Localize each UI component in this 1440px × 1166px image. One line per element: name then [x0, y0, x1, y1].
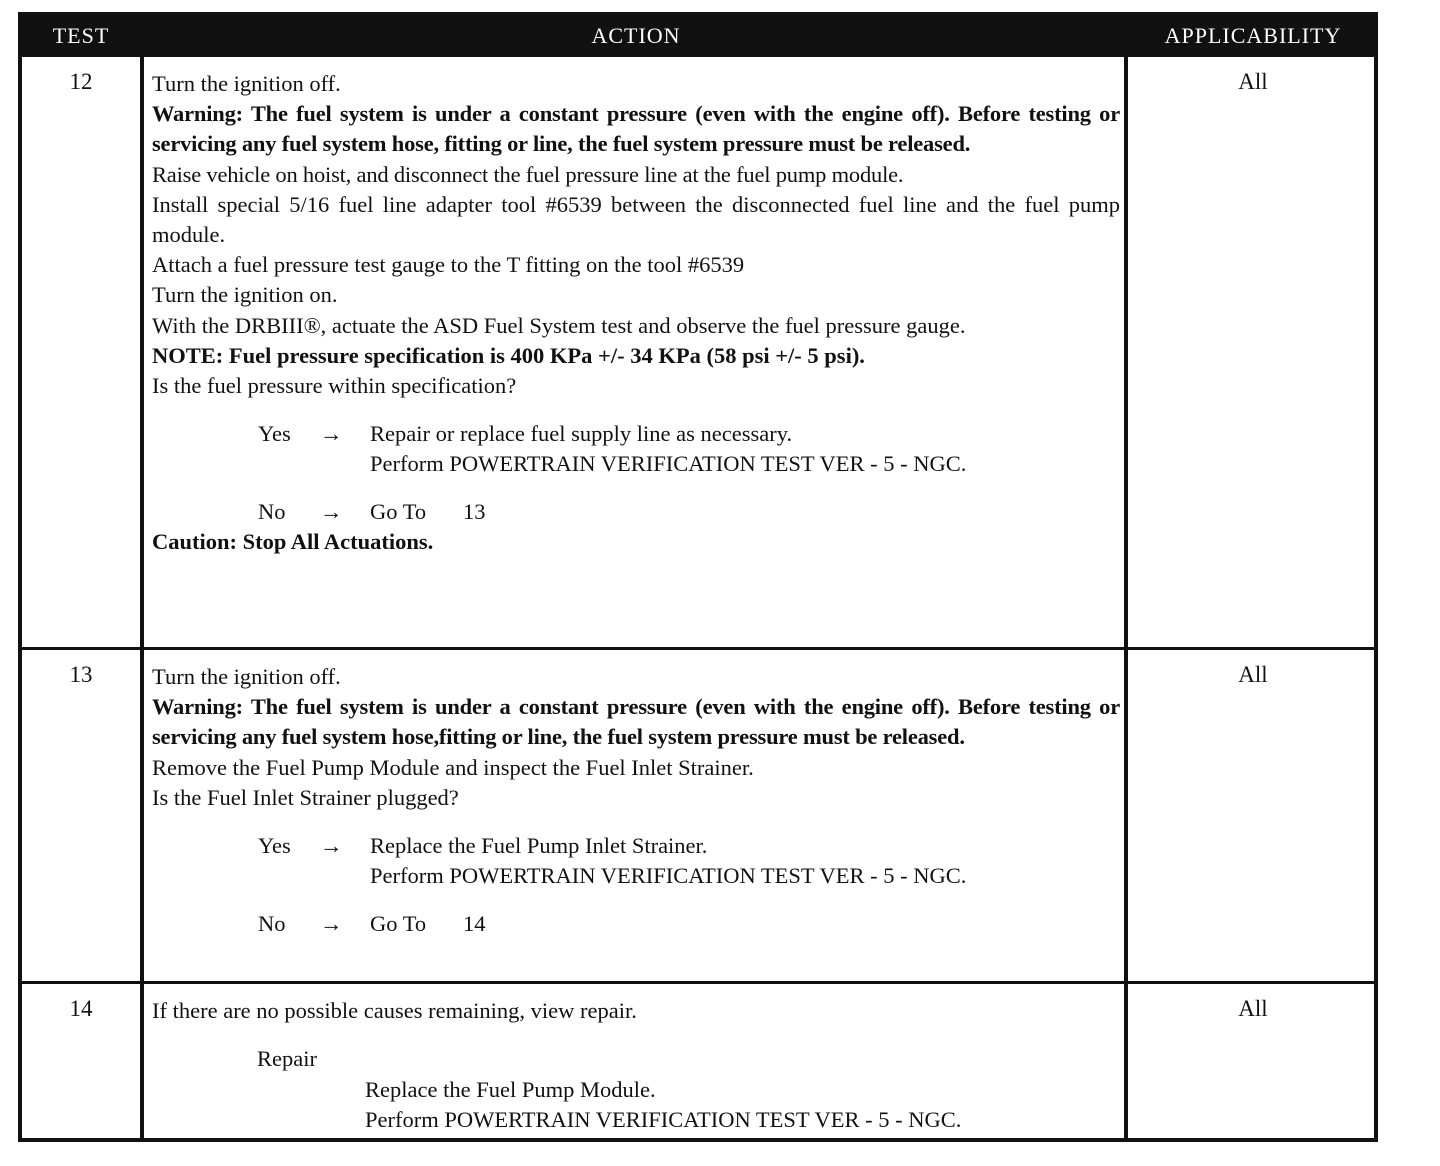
action-step: Raise vehicle on hoist, and disconnect the fuel pressure line at the fuel pump module.	[152, 161, 904, 187]
note-text: NOTE: Fuel pressure specification is 400 KPa +/- 34 KPa (58 psi +/- 5 psi).	[152, 342, 865, 368]
action-step: Turn the ignition off.	[152, 664, 341, 689]
question-text: Is the Fuel Inlet Strainer plugged?	[152, 784, 459, 810]
warning-text: Warning: The fuel system is under a constant pressure (even with the engine off). Before testing or servicing any fuel system hose, fitting or line, the fuel system pressure must be released.	[152, 101, 1120, 157]
yes-branch	[152, 831, 1120, 891]
table-row	[22, 57, 1374, 647]
yes-branch	[152, 419, 1120, 479]
goto-text: Go To	[370, 911, 427, 937]
header-test: TEST	[52, 23, 110, 48]
no-label: No	[258, 499, 286, 525]
table-row	[22, 981, 1374, 1142]
yes-action-line: Repair or replace fuel supply line as necessary.	[370, 421, 793, 447]
action-step: Turn the ignition off.	[152, 71, 341, 96]
no-branch	[152, 909, 1120, 939]
applicability-value: All	[1238, 662, 1268, 687]
action-cell	[152, 996, 1120, 1136]
yes-action-line: Perform POWERTRAIN VERIFICATION TEST VER - 5 - NGC.	[370, 863, 967, 889]
table-row	[22, 647, 1374, 981]
header-action: ACTION	[591, 23, 681, 48]
yes-label: Yes	[258, 833, 291, 859]
arrow-right-icon: →	[320, 833, 343, 859]
test-number: 14	[69, 996, 93, 1021]
yes-action	[370, 831, 966, 891]
goto-target: 13	[463, 499, 486, 525]
diagnostic-test-table	[18, 12, 1378, 1142]
test-number: 12	[69, 69, 93, 94]
warning-text: Warning: The fuel system is under a constant pressure (even with the engine off). Before testing or servicing any fuel system hose,fitting or line, the fuel system pressure must be released.	[152, 694, 1120, 750]
repair-line: Perform POWERTRAIN VERIFICATION TEST VER - 5 - NGC.	[365, 1107, 962, 1133]
repair-block	[152, 1044, 1120, 1136]
applicability-value: All	[1238, 996, 1268, 1021]
question-text: Is the fuel pressure within specification?	[152, 373, 517, 399]
applicability-value: All	[1238, 69, 1268, 94]
action-step: Attach a fuel pressure test gauge to the T fitting on the tool #6539	[152, 252, 745, 278]
action-step: Install special 5/16 fuel line adapter tool #6539 between the disconnected fuel line and the fuel pump module.	[152, 191, 1120, 248]
no-label: No	[258, 911, 286, 937]
test-number: 13	[69, 662, 93, 687]
action-step: Turn the ignition on.	[152, 282, 338, 308]
yes-action-line: Perform POWERTRAIN VERIFICATION TEST VER - 5 - NGC.	[370, 451, 967, 477]
repair-label: Repair	[257, 1046, 317, 1072]
goto-target: 14	[463, 911, 486, 937]
no-branch	[152, 497, 1120, 527]
header-applicability: APPLICABILITY	[1164, 23, 1342, 48]
arrow-right-icon: →	[320, 499, 343, 525]
arrow-right-icon: →	[320, 421, 343, 447]
action-step: If there are no possible causes remaining, view repair.	[152, 998, 637, 1023]
caution-text: Caution: Stop All Actuations.	[152, 529, 434, 555]
arrow-right-icon: →	[320, 911, 343, 937]
action-step: With the DRBIII®, actuate the ASD Fuel System test and observe the fuel pressure gauge.	[152, 312, 966, 338]
action-cell	[152, 662, 1120, 939]
repair-line: Replace the Fuel Pump Module.	[365, 1077, 656, 1103]
yes-action	[370, 419, 966, 479]
action-cell	[152, 69, 1120, 557]
yes-label: Yes	[258, 421, 291, 447]
action-step: Remove the Fuel Pump Module and inspect the Fuel Inlet Strainer.	[152, 754, 754, 780]
goto-text: Go To	[370, 499, 427, 525]
yes-action-line: Replace the Fuel Pump Inlet Strainer.	[370, 833, 708, 859]
table-header	[22, 16, 1374, 57]
